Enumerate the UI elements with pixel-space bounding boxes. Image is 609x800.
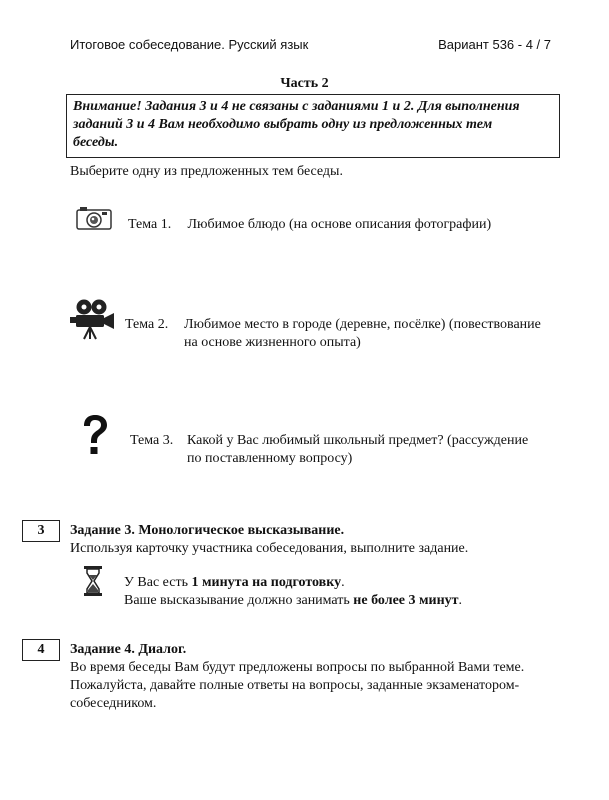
speech-time: не более 3 минут bbox=[353, 593, 459, 608]
task-4-text: собеседником. bbox=[70, 696, 157, 711]
topic-label: Тема 1. bbox=[128, 217, 172, 232]
hourglass-icon bbox=[84, 566, 102, 596]
task-4-number: 4 bbox=[22, 639, 60, 661]
task-3-timing bbox=[124, 574, 564, 610]
prep-time: 1 минута на подготовку bbox=[191, 575, 342, 590]
header-subject: Итоговое собеседование. Русский язык bbox=[70, 37, 309, 52]
task-4 bbox=[70, 641, 560, 713]
topic-3[interactable] bbox=[130, 432, 565, 468]
task-4-text: Во время беседы Вам будут предложены вопросы по выбранной Вами теме. bbox=[70, 660, 525, 675]
topic-1[interactable] bbox=[128, 216, 491, 234]
header-variant: Вариант 536 - 4 / 7 bbox=[438, 37, 551, 52]
film-camera-icon bbox=[70, 298, 118, 340]
warning-line: Внимание! Задания 3 и 4 не связаны с заданиями 1 и 2. Для выполнения bbox=[73, 99, 520, 114]
warning-box bbox=[66, 94, 560, 158]
intro-text: Выберите одну из предложенных тем беседы. bbox=[70, 164, 343, 179]
topic-text: Какой у Вас любимый школьный предмет? (рассуждение bbox=[187, 433, 529, 448]
prep-prefix: У Вас есть bbox=[124, 575, 192, 590]
topic-text: Любимое место в городе (деревне, посёлке) (повествование bbox=[184, 317, 541, 332]
topic-text: на основе жизненного опыта) bbox=[184, 335, 361, 350]
topic-2[interactable] bbox=[125, 316, 565, 352]
task-3-title: Задание 3. Монологическое высказывание. bbox=[70, 523, 345, 538]
topic-label: Тема 3. bbox=[130, 433, 174, 448]
topic-text: по поставленному вопросу) bbox=[187, 451, 353, 466]
part-title: Часть 2 bbox=[280, 76, 329, 91]
warning-line: беседы. bbox=[73, 135, 119, 150]
task-4-text: Пожалуйста, давайте полные ответы на вопросы, заданные экзаменатором- bbox=[70, 678, 520, 693]
topic-label: Тема 2. bbox=[125, 317, 169, 332]
prep-suffix: . bbox=[341, 575, 345, 590]
task-3-text: Используя карточку участника собеседования, выполните задание. bbox=[70, 541, 469, 556]
speech-suffix: . bbox=[458, 593, 463, 608]
task-4-title: Задание 4. Диалог. bbox=[70, 642, 187, 657]
speech-prefix: Ваше высказывание должно занимать bbox=[124, 593, 354, 608]
task-3 bbox=[70, 522, 570, 558]
task-3-number: 3 bbox=[22, 520, 60, 542]
warning-line: заданий 3 и 4 Вам необходимо выбрать одну из предложенных тем bbox=[73, 117, 493, 132]
topic-text: Любимое блюдо (на основе описания фотографии) bbox=[187, 217, 492, 232]
camera-icon bbox=[76, 205, 112, 231]
question-mark-icon bbox=[78, 413, 112, 457]
